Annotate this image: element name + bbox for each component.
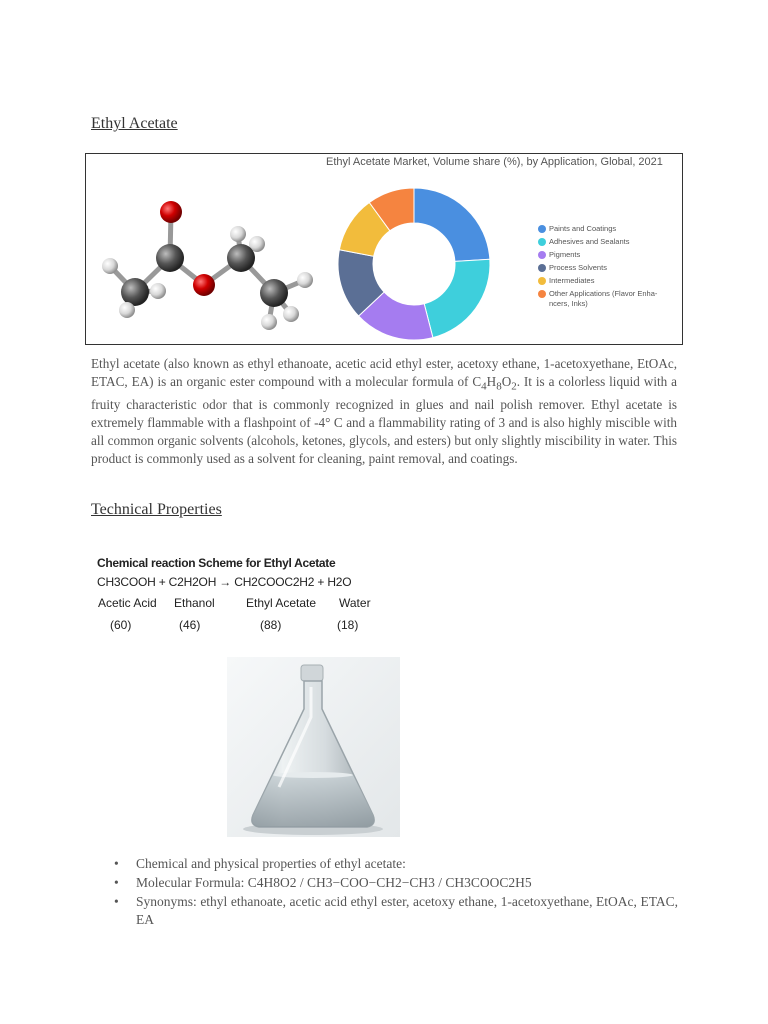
scheme-name: Acetic Acid: [98, 596, 157, 610]
scheme-weight: (88): [260, 618, 282, 632]
scheme-name: Ethanol: [174, 596, 215, 610]
legend-label: Intermediates: [549, 276, 595, 285]
legend-label: Pigments: [549, 250, 581, 259]
legend-item-process-solvents: [538, 263, 673, 273]
subscript: 4: [481, 380, 487, 393]
paragraph-text-2: . It is a colorless liquid with a fruity characteristic odor that is commonly recognized in glues and nail polish remover. Ethyl acetate is extremely flammable with a flashpoint of -4° C and a flammability rating of 3 and is also highly miscible with all common organic solvents (alcohols, ketones, glycols, and esters) but only slightly miscibility in water. This product is commonly used as a solvent for cleaning, paint removal, and coatings.: [91, 373, 677, 467]
bullet-symbol: •: [114, 875, 119, 890]
bullet-symbol: •: [114, 894, 119, 909]
scheme-equation: CH3COOH + C2H2OH → CH2COOC2H2 + H2O: [97, 575, 352, 589]
legend-label: Process Solvents: [549, 263, 607, 272]
legend-dot: [538, 277, 546, 285]
legend-dot: [538, 225, 546, 233]
reaction-scheme: [97, 556, 397, 636]
formula-o: O: [501, 373, 512, 389]
bullet-text: Molecular Formula: C4H8O2 / CH3−COO−CH2−CH3 / CH3COOC2H5: [136, 875, 532, 890]
legend-label-line2: ncers, Inks): [549, 299, 588, 308]
properties-bullet-list: [114, 855, 678, 930]
legend-dot: [538, 264, 546, 272]
molecule-ball-and-stick-illustration: [86, 154, 326, 344]
donut-slice-paints-and-coatings: [414, 188, 490, 261]
subscript: 8: [496, 380, 502, 393]
legend-item-adhesives-sealants: [538, 237, 673, 247]
bullet-item: [114, 855, 678, 873]
legend-label: Adhesives and Sealants: [549, 237, 630, 246]
flask-photo: [227, 657, 400, 837]
legend-label: [549, 289, 657, 309]
section-heading-technical-properties: Technical Properties: [91, 501, 222, 518]
scheme-weights-row: [97, 618, 397, 636]
bullet-symbol: •: [114, 856, 119, 871]
donut-chart: [336, 186, 492, 342]
scheme-weight: (60): [110, 618, 132, 632]
intro-paragraph: [91, 355, 677, 468]
legend-item-paints-coatings: [538, 224, 673, 234]
erlenmeyer-flask-image: [227, 657, 400, 837]
legend-label: Paints and Coatings: [549, 224, 617, 233]
chart-title: Ethyl Acetate Market, Volume share (%), by Application, Global, 2021: [326, 156, 663, 168]
legend-dot: [538, 290, 546, 298]
scheme-weight: (18): [337, 618, 359, 632]
donut-slice-adhesives-and-sealants: [424, 259, 490, 337]
chart-legend: [538, 224, 673, 312]
scheme-names-row: [97, 596, 397, 614]
scheme-name: Water: [339, 596, 371, 610]
bullet-item: [114, 874, 678, 892]
scheme-weight: (46): [179, 618, 201, 632]
paragraph-text-1: Ethyl acetate (also known as ethyl ethanoate, acetic acid ethyl ester, acetoxy ethane, 1-acetoxyethane, EtOAc, ETAC, EA) is an organic ester compound with a molecular formula of C: [91, 356, 677, 389]
scheme-name: Ethyl Acetate: [246, 596, 317, 610]
section-heading-ethyl-acetate: Ethyl Acetate: [91, 115, 178, 132]
figure-box: [85, 153, 683, 345]
legend-item-other-applications: [538, 289, 673, 309]
bullet-text: Synonyms: ethyl ethanoate, acetic acid ethyl ester, acetoxy ethane, 1-acetoxyethane, EtOAc, ETAC, EA: [136, 894, 678, 927]
bullet-text: Chemical and physical properties of ethyl acetate:: [136, 856, 406, 871]
formula-h: H: [486, 373, 497, 389]
legend-dot: [538, 251, 546, 259]
scheme-title: Chemical reaction Scheme for Ethyl Acetate: [97, 556, 336, 570]
legend-dot: [538, 238, 546, 246]
legend-item-intermediates: [538, 276, 673, 286]
legend-item-pigments: [538, 250, 673, 260]
bullet-item: [114, 893, 678, 929]
subscript: 2: [511, 380, 517, 393]
legend-label-line1: Other Applications (Flavor Enha-: [549, 289, 658, 298]
